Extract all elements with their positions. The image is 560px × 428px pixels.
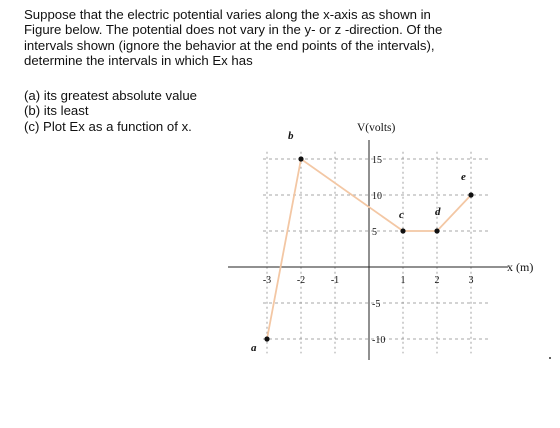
x-tick-label: -1 [330,275,340,286]
x-tick-label: 3 [468,275,474,286]
part-a: (a) its greatest absolute value [24,88,197,103]
data-point-e [468,192,473,197]
question-line: determine the intervals in which Ex has [24,53,253,69]
y-tick-label: 5 [372,227,377,238]
question-line: Figure below. The potential does not vary in the y- or z -direction. Of the [24,22,443,38]
data-point-b [298,156,303,161]
y-tick-label: 15 [372,155,382,166]
data-point-a [264,336,269,341]
data-point-label-c: c [399,209,404,221]
data-point-label-a: a [251,342,257,354]
y-tick-label: -5 [372,299,381,310]
data-point-c [400,228,405,233]
data-point-label-e: e [461,171,466,183]
data-point-label-d: d [435,206,441,218]
y-tick-label: 10 [372,191,382,202]
x-tick-label: 2 [434,275,440,286]
x-tick-label: 1 [400,275,406,286]
x-tick-label: -3 [262,275,272,286]
y-tick-label: -10 [372,335,386,346]
part-b: (b) its least [24,103,89,119]
y-axis-label: V(volts) [357,122,396,134]
x-axis-label: x (m) [507,260,534,274]
part-c: (c) Plot Ex as a function of x. [24,118,192,134]
question-line: intervals shown (ignore the behavior at the end points of the intervals), [24,37,435,53]
data-point-d [434,228,439,233]
question-line: Suppose that the electric potential varies along the x-axis as shown in [24,7,431,22]
stray-dot [549,357,551,359]
data-point-label-b: b [288,130,294,142]
x-tick-label: -2 [296,275,306,286]
